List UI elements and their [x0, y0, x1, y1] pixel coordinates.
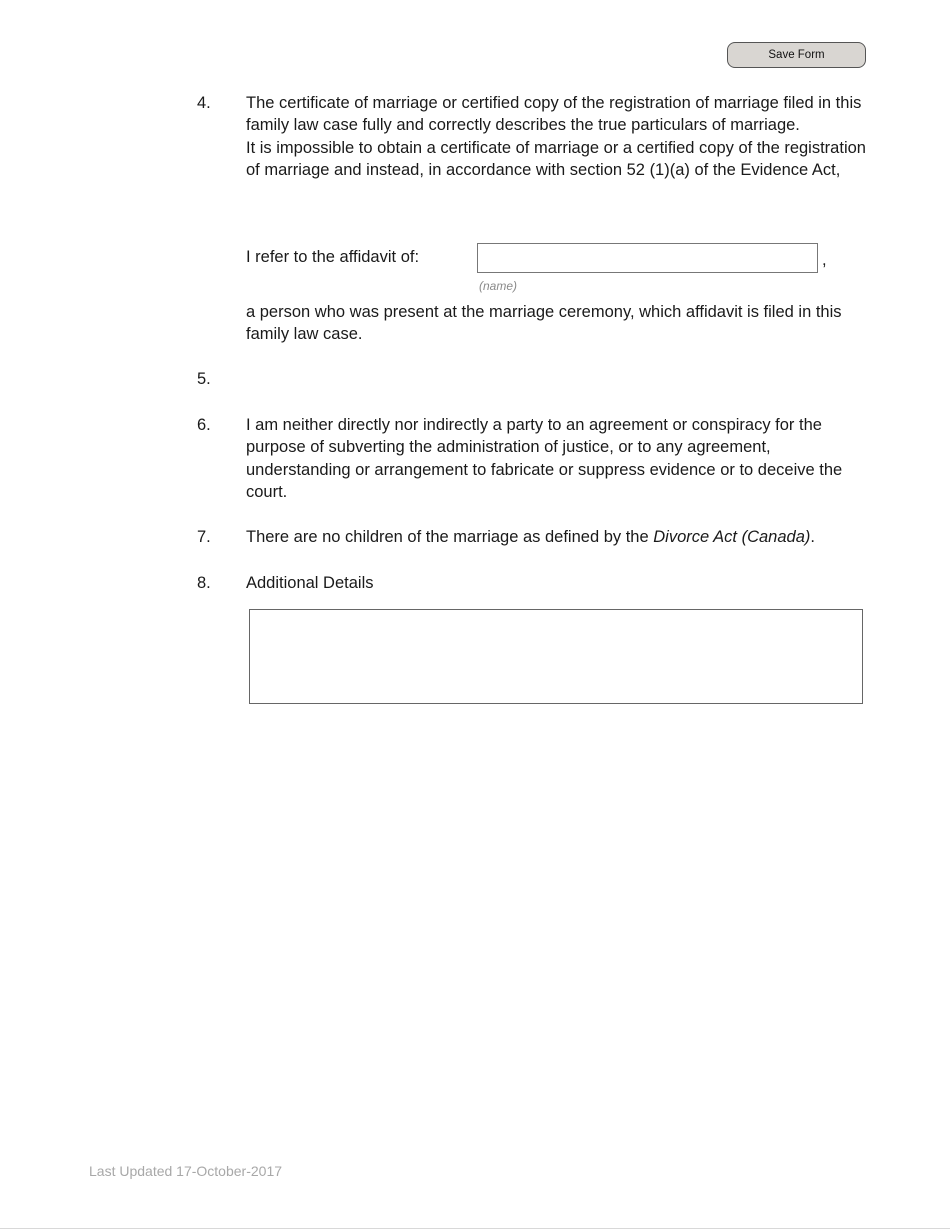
divorce-act-title: Divorce Act (Canada): [653, 528, 811, 546]
additional-details-textarea[interactable]: [249, 609, 863, 704]
item-4-certificate-text: The certificate of marriage or certified copy of the registration of marriage filed in this family law case fully and correctly describes the true particulars of marriage.: [246, 94, 862, 135]
item-6-text: I am neither directly nor indirectly a party to an agreement or conspiracy for the purpose of subverting the administration of justice, or to any agreement, understanding or arrangement to fabricate or suppress evidence or to deceive the court.: [246, 416, 843, 501]
item-7-text-after: .: [810, 528, 815, 546]
item-7-number: 7.: [197, 528, 211, 546]
item-8-number: 8.: [197, 574, 211, 592]
additional-details-label: Additional Details: [246, 574, 374, 592]
affidavit-name-input[interactable]: [477, 243, 818, 273]
affidavit-label: I refer to the affidavit of:: [246, 248, 420, 266]
item-6-number: 6.: [197, 416, 211, 434]
name-hint: (name): [479, 279, 518, 293]
save-form-button[interactable]: Save Form: [727, 42, 866, 68]
item-4-witness-text: a person who was present at the marriage ceremony, which affidavit is filed in this family law case.: [246, 303, 842, 344]
item-4-text: [246, 92, 866, 181]
item-4-impossible-text: It is impossible to obtain a certificate of marriage or a certified copy of the registration of marriage and instead, in accordance with section 52 (1)(a) of the Evidence Act,: [246, 138, 866, 179]
item-7-text-before: There are no children of the marriage as defined by the: [246, 528, 654, 546]
item-7-text: [246, 526, 866, 548]
last-updated-footer: Last Updated 17-October-2017: [89, 1163, 283, 1179]
item-5-number: 5.: [197, 370, 211, 388]
affidavit-comma: ,: [822, 251, 827, 269]
item-4-number: 4.: [197, 94, 211, 112]
